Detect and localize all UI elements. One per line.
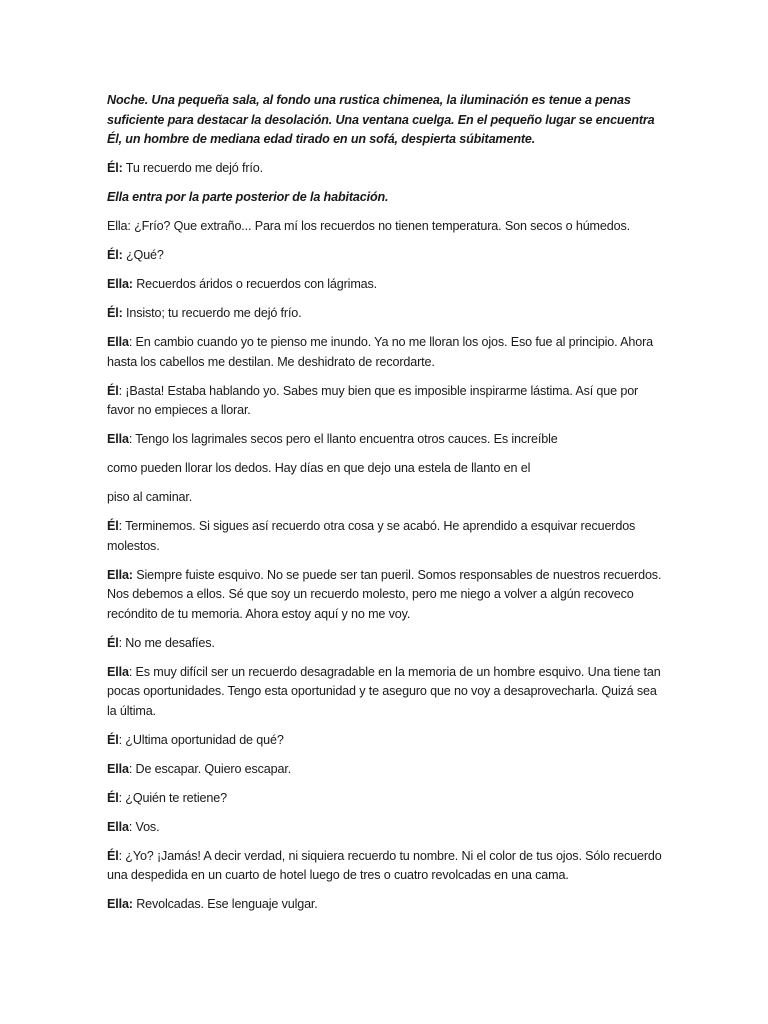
speaker-name: Él <box>107 519 119 533</box>
stage-direction: Ella entra por la parte posterior de la habitación. <box>107 190 389 204</box>
speaker-name: Ella: <box>107 567 133 582</box>
dialogue-text: : De escapar. Quiero escapar. <box>128 761 292 776</box>
dialogue-line <box>107 731 665 751</box>
dialogue-line <box>107 517 665 556</box>
dialogue-line <box>107 663 665 722</box>
dialogue-line <box>107 246 665 266</box>
dialogue-line <box>107 566 665 625</box>
speaker-name: Ella <box>107 819 129 834</box>
dialogue-line <box>107 760 665 780</box>
dialogue-text: : Terminemos. Si sigues así recuerdo otra cosa y se acabó. He aprendido a esquivar recuerdos molestos. <box>107 519 636 553</box>
speaker-name: Ella <box>107 761 129 776</box>
dialogue-line <box>107 818 665 838</box>
dialogue-text: : Vos. <box>128 819 160 834</box>
dialogue-text: Recuerdos áridos o recuerdos con lágrimas. <box>132 277 378 291</box>
dialogue-line <box>107 304 665 324</box>
dialogue-line: piso al caminar. <box>107 490 193 504</box>
speaker-name: Ella: <box>107 897 133 911</box>
stage-direction: Noche. Una pequeña sala, al fondo una rustica chimenea, la iluminación es tenue a penas suficiente para destacar la desolación. Una ventana cuelga. En el pequeño lugar se encuentra Él, un hombre de mediana edad tirado en un sofá, despierta súbitamente. <box>107 93 655 146</box>
dialogue-line <box>107 430 665 450</box>
speaker-name: Él <box>107 790 119 805</box>
dialogue-text: : Es muy difícil ser un recuerdo desagradable en la memoria de un hombre esquivo. Una tiene tan pocas oportunidades. Tengo esta oportunidad y te aseguro que no voy a desaprovecharla. Quizá sea la última. <box>107 664 661 718</box>
dialogue-text: Revolcadas. Ese lenguaje vulgar. <box>132 897 318 911</box>
speaker-name: Él: <box>107 161 123 175</box>
dialogue-line: como pueden llorar los dedos. Hay días en que dejo una estela de llanto en el <box>107 461 531 475</box>
dialogue-line <box>107 789 665 809</box>
speaker-name: Él: <box>107 306 123 320</box>
dialogue-text: : ¿Ultima oportunidad de qué? <box>118 732 284 747</box>
dialogue-text: : ¡Basta! Estaba hablando yo. Sabes muy bien que es imposible inspirarme lástima. Así que por favor no empieces a llorar. <box>107 383 639 417</box>
dialogue-line <box>107 382 665 421</box>
dialogue-line: Ella: ¿Frío? Que extraño... Para mí los recuerdos no tienen temperatura. Son secos o húmedos. <box>107 219 630 233</box>
speaker-name: Él: <box>107 248 123 262</box>
dialogue-text: : En cambio cuando yo te pienso me inundo. Ya no me lloran los ojos. Eso fue al principio. Ahora hasta los cabellos me destilan. Me deshidrato de recordarte. <box>107 335 654 369</box>
speaker-name: Ella: <box>107 277 133 291</box>
speaker-name: Él <box>107 383 119 398</box>
dialogue-text: : Tengo los lagrimales secos pero el llanto encuentra otros cauces. Es increíble <box>128 432 558 446</box>
speaker-name: Él <box>107 732 119 747</box>
dialogue-text: Siempre fuiste esquivo. No se puede ser tan pueril. Somos responsables de nuestros recuerdos. Nos debemos a ellos. Sé que soy un recuerdo molesto, pero me niego a volver a algún recoveco recóndito de tu memoria. Ahora estoy aquí y no me voy. <box>107 567 662 621</box>
speaker-name: Él <box>107 848 119 863</box>
speaker-name: Él <box>107 635 119 650</box>
speaker-name: Ella <box>107 432 129 446</box>
dialogue-text: : ¿Quién te retiene? <box>118 790 227 805</box>
dialogue-text: : ¿Yo? ¡Jamás! A decir verdad, ni siquiera recuerdo tu nombre. Ni el color de tus ojos. Sólo recuerdo una despedida en un cuarto de hotel luego de tres o cuatro revolcadas en una cama. <box>107 848 662 882</box>
dialogue-line <box>107 634 665 654</box>
speaker-name: Ella <box>107 664 129 679</box>
dialogue-line <box>107 159 665 179</box>
speaker-name: Ella <box>107 335 129 349</box>
dialogue-line <box>107 895 665 915</box>
script-text <box>107 91 665 924</box>
dialogue-line <box>107 847 665 886</box>
dialogue-text: Insisto; tu recuerdo me dejó frío. <box>122 306 302 320</box>
dialogue-text: : No me desafíes. <box>118 635 215 650</box>
dialogue-line <box>107 333 665 372</box>
dialogue-text: ¿Qué? <box>122 248 164 262</box>
dialogue-text: Tu recuerdo me dejó frío. <box>122 161 263 175</box>
dialogue-line <box>107 275 665 295</box>
